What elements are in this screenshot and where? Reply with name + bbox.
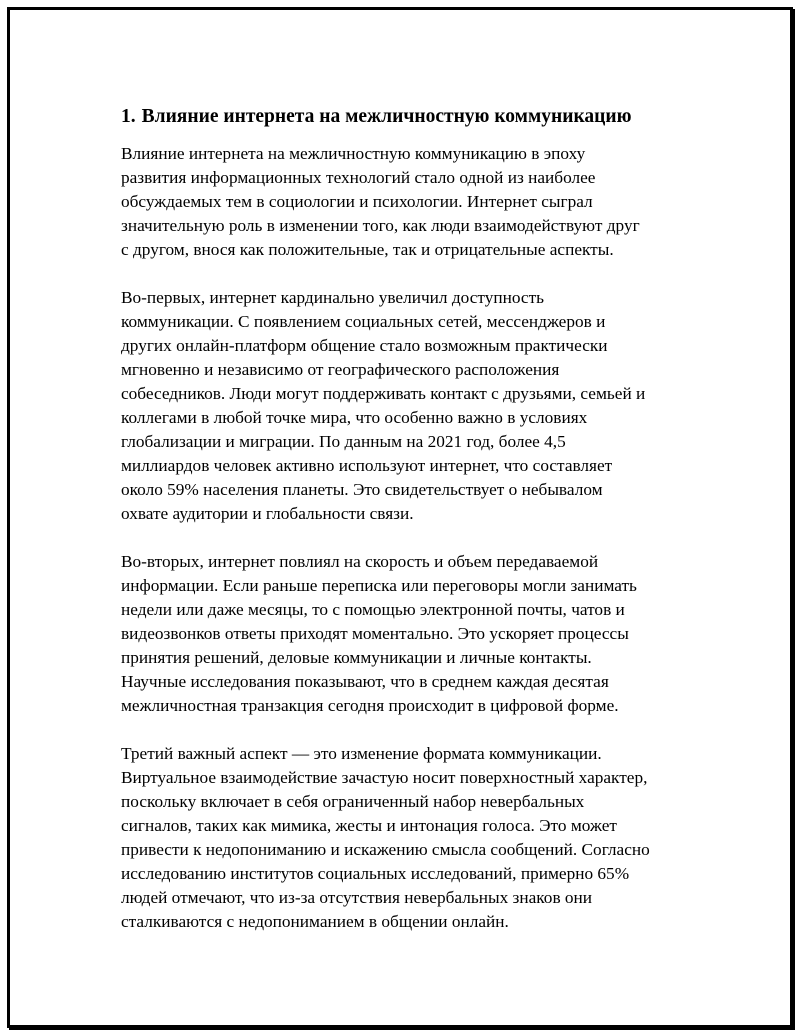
text-line: Влияние интернета на межличностную коммуникацию в эпоху: [121, 144, 586, 163]
text-line: с другом, внося как положительные, так и отрицательные аспекты.: [121, 240, 614, 259]
text-line: межличностная транзакция сегодня происходит в цифровой форме.: [121, 696, 619, 715]
text-line: информации. Если раньше переписка или переговоры могли занимать: [121, 576, 637, 595]
text-line: глобализации и миграции. По данным на 2021 год, более 4,5: [121, 432, 566, 451]
text-line: Виртуальное взаимодействие зачастую носит поверхностный характер,: [121, 768, 648, 787]
text-line: коммуникации. С появлением социальных сетей, мессенджеров и: [121, 312, 606, 331]
paragraph-intro: [121, 142, 711, 262]
text-line: людей отмечают, что из-за отсутствия невербальных знаков они: [121, 888, 593, 907]
text-line: исследованию институтов социальных исследований, примерно 65%: [121, 864, 630, 883]
text-line: собеседников. Люди могут поддерживать контакт с друзьями, семьей и: [121, 384, 646, 403]
text-line: привести к недопониманию и искажению смысла сообщений. Согласно: [121, 840, 650, 859]
text-line: принятия решений, деловые коммуникации и личные контакты.: [121, 648, 592, 667]
paragraph-third-point: [121, 742, 711, 934]
document-page: [7, 7, 793, 1028]
text-line: значительную роль в изменении того, как люди взаимодействуют друг: [121, 216, 640, 235]
text-line: Третий важный аспект — это изменение формата коммуникации.: [121, 744, 602, 763]
text-line: обсуждаемых тем в социологии и психологии. Интернет сыграл: [121, 192, 593, 211]
text-line: развития информационных технологий стало одной из наиболее: [121, 168, 596, 187]
text-line: сталкиваются с недопониманием в общении онлайн.: [121, 912, 509, 931]
text-line: миллиардов человек активно используют интернет, что составляет: [121, 456, 613, 475]
text-line: Во-первых, интернет кардинально увеличил доступность: [121, 288, 545, 307]
paragraph-second-point: [121, 550, 711, 718]
text-line: недели или даже месяцы, то с помощью электронной почты, чатов и: [121, 600, 625, 619]
text-line: поскольку включает в себя ограниченный набор невербальных: [121, 792, 585, 811]
section-heading: [121, 105, 711, 129]
text-line: Научные исследования показывают, что в среднем каждая десятая: [121, 672, 609, 691]
document-content: [121, 105, 711, 934]
text-line: сигналов, таких как мимика, жесты и интонация голоса. Это может: [121, 816, 617, 835]
text-line: охвате аудитории и глобальности связи.: [121, 504, 414, 523]
text-line: мгновенно и независимо от географического расположения: [121, 360, 560, 379]
section-title: Влияние интернета на межличностную коммуникацию: [141, 106, 632, 127]
paragraph-first-point: [121, 286, 711, 526]
text-line: Во-вторых, интернет повлиял на скорость и объем передаваемой: [121, 552, 599, 571]
text-line: коллегами в любой точке мира, что особенно важно в условиях: [121, 408, 588, 427]
text-line: других онлайн-платформ общение стало возможным практически: [121, 336, 608, 355]
text-line: около 59% населения планеты. Это свидетельствует о небывалом: [121, 480, 603, 499]
section-number: 1.: [121, 106, 136, 127]
text-line: видеозвонков ответы приходят моментально. Это ускоряет процессы: [121, 624, 629, 643]
